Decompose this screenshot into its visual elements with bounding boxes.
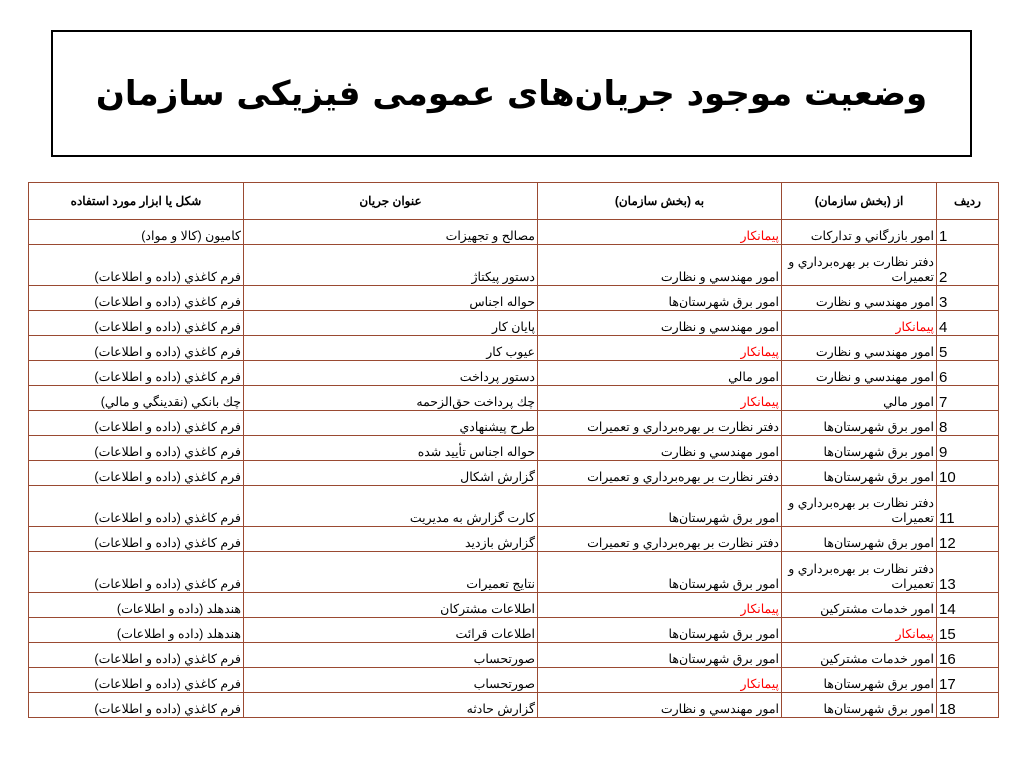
cell-flow-title: گزارش بازديد xyxy=(244,527,538,552)
table-header-row xyxy=(29,183,999,220)
header-form: شكل يا ابزار مورد استفاده xyxy=(29,183,244,220)
cell-row-number: 4 xyxy=(937,311,999,336)
table-row xyxy=(29,286,999,311)
table-row xyxy=(29,436,999,461)
cell-form: فرم كاغذي (داده و اطلاعات) xyxy=(29,311,244,336)
table-row xyxy=(29,527,999,552)
cell-to: دفتر نظارت بر بهره‌برداري و تعميرات xyxy=(538,527,782,552)
cell-form: فرم كاغذي (داده و اطلاعات) xyxy=(29,693,244,718)
cell-form: فرم كاغذي (داده و اطلاعات) xyxy=(29,361,244,386)
cell-row-number: 17 xyxy=(937,668,999,693)
cell-to: دفتر نظارت بر بهره‌برداري و تعميرات xyxy=(538,461,782,486)
cell-row-number: 10 xyxy=(937,461,999,486)
cell-form: فرم كاغذي (داده و اطلاعات) xyxy=(29,461,244,486)
table-row xyxy=(29,245,999,286)
cell-from: امور برق شهرستان‌ها xyxy=(782,411,937,436)
cell-form: هندهلد (داده و اطلاعات) xyxy=(29,593,244,618)
cell-from: امور خدمات مشتركين xyxy=(782,643,937,668)
cell-flow-title: طرح پيشنهادي xyxy=(244,411,538,436)
cell-from: امور مالي xyxy=(782,386,937,411)
cell-flow-title: نتايج تعميرات xyxy=(244,552,538,593)
cell-to: پيمانكار xyxy=(538,593,782,618)
cell-flow-title: اطلاعات مشتركان xyxy=(244,593,538,618)
table-row xyxy=(29,486,999,527)
cell-flow-title: چك پرداخت حق‌الزحمه xyxy=(244,386,538,411)
cell-form: فرم كاغذي (داده و اطلاعات) xyxy=(29,245,244,286)
table-row xyxy=(29,336,999,361)
cell-flow-title: عيوب كار xyxy=(244,336,538,361)
cell-flow-title: صورتحساب xyxy=(244,668,538,693)
title-box xyxy=(51,30,972,157)
cell-flow-title: گزارش اشكال xyxy=(244,461,538,486)
cell-from: امور مهندسي و نظارت xyxy=(782,286,937,311)
cell-row-number: 11 xyxy=(937,486,999,527)
cell-row-number: 15 xyxy=(937,618,999,643)
cell-from: دفتر نظارت بر بهره‌برداري و تعميرات xyxy=(782,245,937,286)
cell-flow-title: حواله اجناس xyxy=(244,286,538,311)
cell-to: پيمانكار xyxy=(538,220,782,245)
cell-flow-title: دستور پرداخت xyxy=(244,361,538,386)
cell-row-number: 3 xyxy=(937,286,999,311)
cell-flow-title: گزارش حادثه xyxy=(244,693,538,718)
cell-form: فرم كاغذي (داده و اطلاعات) xyxy=(29,552,244,593)
cell-to: دفتر نظارت بر بهره‌برداري و تعميرات xyxy=(538,411,782,436)
cell-to: امور برق شهرستان‌ها xyxy=(538,486,782,527)
cell-to: پيمانكار xyxy=(538,386,782,411)
cell-row-number: 9 xyxy=(937,436,999,461)
table-row xyxy=(29,618,999,643)
cell-form: فرم كاغذي (داده و اطلاعات) xyxy=(29,486,244,527)
cell-flow-title: مصالح و تجهيزات xyxy=(244,220,538,245)
cell-form: فرم كاغذي (داده و اطلاعات) xyxy=(29,643,244,668)
table-row xyxy=(29,643,999,668)
cell-from: امور مهندسي و نظارت xyxy=(782,361,937,386)
cell-flow-title: صورتحساب xyxy=(244,643,538,668)
cell-form: چك بانكي (نقدينگي و مالي) xyxy=(29,386,244,411)
table-row xyxy=(29,220,999,245)
cell-to: امور برق شهرستان‌ها xyxy=(538,618,782,643)
cell-row-number: 1 xyxy=(937,220,999,245)
cell-form: فرم كاغذي (داده و اطلاعات) xyxy=(29,668,244,693)
cell-form: كاميون (كالا و مواد) xyxy=(29,220,244,245)
cell-to: امور مهندسي و نظارت xyxy=(538,245,782,286)
cell-from: امور برق شهرستان‌ها xyxy=(782,527,937,552)
cell-form: فرم كاغذي (داده و اطلاعات) xyxy=(29,527,244,552)
table-row xyxy=(29,693,999,718)
cell-form: فرم كاغذي (داده و اطلاعات) xyxy=(29,286,244,311)
table-row xyxy=(29,668,999,693)
cell-row-number: 7 xyxy=(937,386,999,411)
cell-from: پيمانكار xyxy=(782,618,937,643)
cell-from: امور برق شهرستان‌ها xyxy=(782,461,937,486)
cell-from: امور برق شهرستان‌ها xyxy=(782,436,937,461)
cell-row-number: 5 xyxy=(937,336,999,361)
cell-from: دفتر نظارت بر بهره‌برداري و تعميرات xyxy=(782,486,937,527)
cell-to: امور مهندسي و نظارت xyxy=(538,693,782,718)
flows-table xyxy=(28,182,999,718)
cell-row-number: 6 xyxy=(937,361,999,386)
cell-to: امور مهندسي و نظارت xyxy=(538,311,782,336)
table-row xyxy=(29,461,999,486)
table-row xyxy=(29,593,999,618)
cell-form: هندهلد (داده و اطلاعات) xyxy=(29,618,244,643)
cell-from: پيمانكار xyxy=(782,311,937,336)
cell-to: پيمانكار xyxy=(538,336,782,361)
cell-from: امور برق شهرستان‌ها xyxy=(782,668,937,693)
cell-flow-title: اطلاعات قرائت xyxy=(244,618,538,643)
cell-from: امور بازرگاني و تداركات xyxy=(782,220,937,245)
table-body xyxy=(29,220,999,718)
table-row xyxy=(29,411,999,436)
cell-flow-title: پايان كار xyxy=(244,311,538,336)
cell-form: فرم كاغذي (داده و اطلاعات) xyxy=(29,436,244,461)
cell-row-number: 16 xyxy=(937,643,999,668)
cell-from: دفتر نظارت بر بهره‌برداري و تعميرات xyxy=(782,552,937,593)
header-from: از (بخش سازمان) xyxy=(782,183,937,220)
cell-row-number: 13 xyxy=(937,552,999,593)
cell-flow-title: حواله اجناس تأييد شده xyxy=(244,436,538,461)
cell-form: فرم كاغذي (داده و اطلاعات) xyxy=(29,336,244,361)
cell-to: امور برق شهرستان‌ها xyxy=(538,286,782,311)
cell-form: فرم كاغذي (داده و اطلاعات) xyxy=(29,411,244,436)
header-flow-title: عنوان جريان xyxy=(244,183,538,220)
table-row xyxy=(29,361,999,386)
header-row-number: رديف xyxy=(937,183,999,220)
cell-to: امور مهندسي و نظارت xyxy=(538,436,782,461)
table-row xyxy=(29,552,999,593)
cell-from: امور مهندسي و نظارت xyxy=(782,336,937,361)
page-title: وضعیت موجود جریان‌های عمومی فیزیکی سازمان xyxy=(95,73,928,114)
cell-from: امور خدمات مشتركين xyxy=(782,593,937,618)
table-row xyxy=(29,311,999,336)
cell-to: پيمانكار xyxy=(538,668,782,693)
table-row xyxy=(29,386,999,411)
cell-to: امور برق شهرستان‌ها xyxy=(538,643,782,668)
cell-to: امور مالي xyxy=(538,361,782,386)
cell-row-number: 12 xyxy=(937,527,999,552)
cell-to: امور برق شهرستان‌ها xyxy=(538,552,782,593)
cell-row-number: 18 xyxy=(937,693,999,718)
cell-row-number: 2 xyxy=(937,245,999,286)
header-to: به (بخش سازمان) xyxy=(538,183,782,220)
cell-row-number: 14 xyxy=(937,593,999,618)
cell-from: امور برق شهرستان‌ها xyxy=(782,693,937,718)
cell-flow-title: دستور پيكتاژ xyxy=(244,245,538,286)
cell-row-number: 8 xyxy=(937,411,999,436)
cell-flow-title: كارت گزارش به مديريت xyxy=(244,486,538,527)
